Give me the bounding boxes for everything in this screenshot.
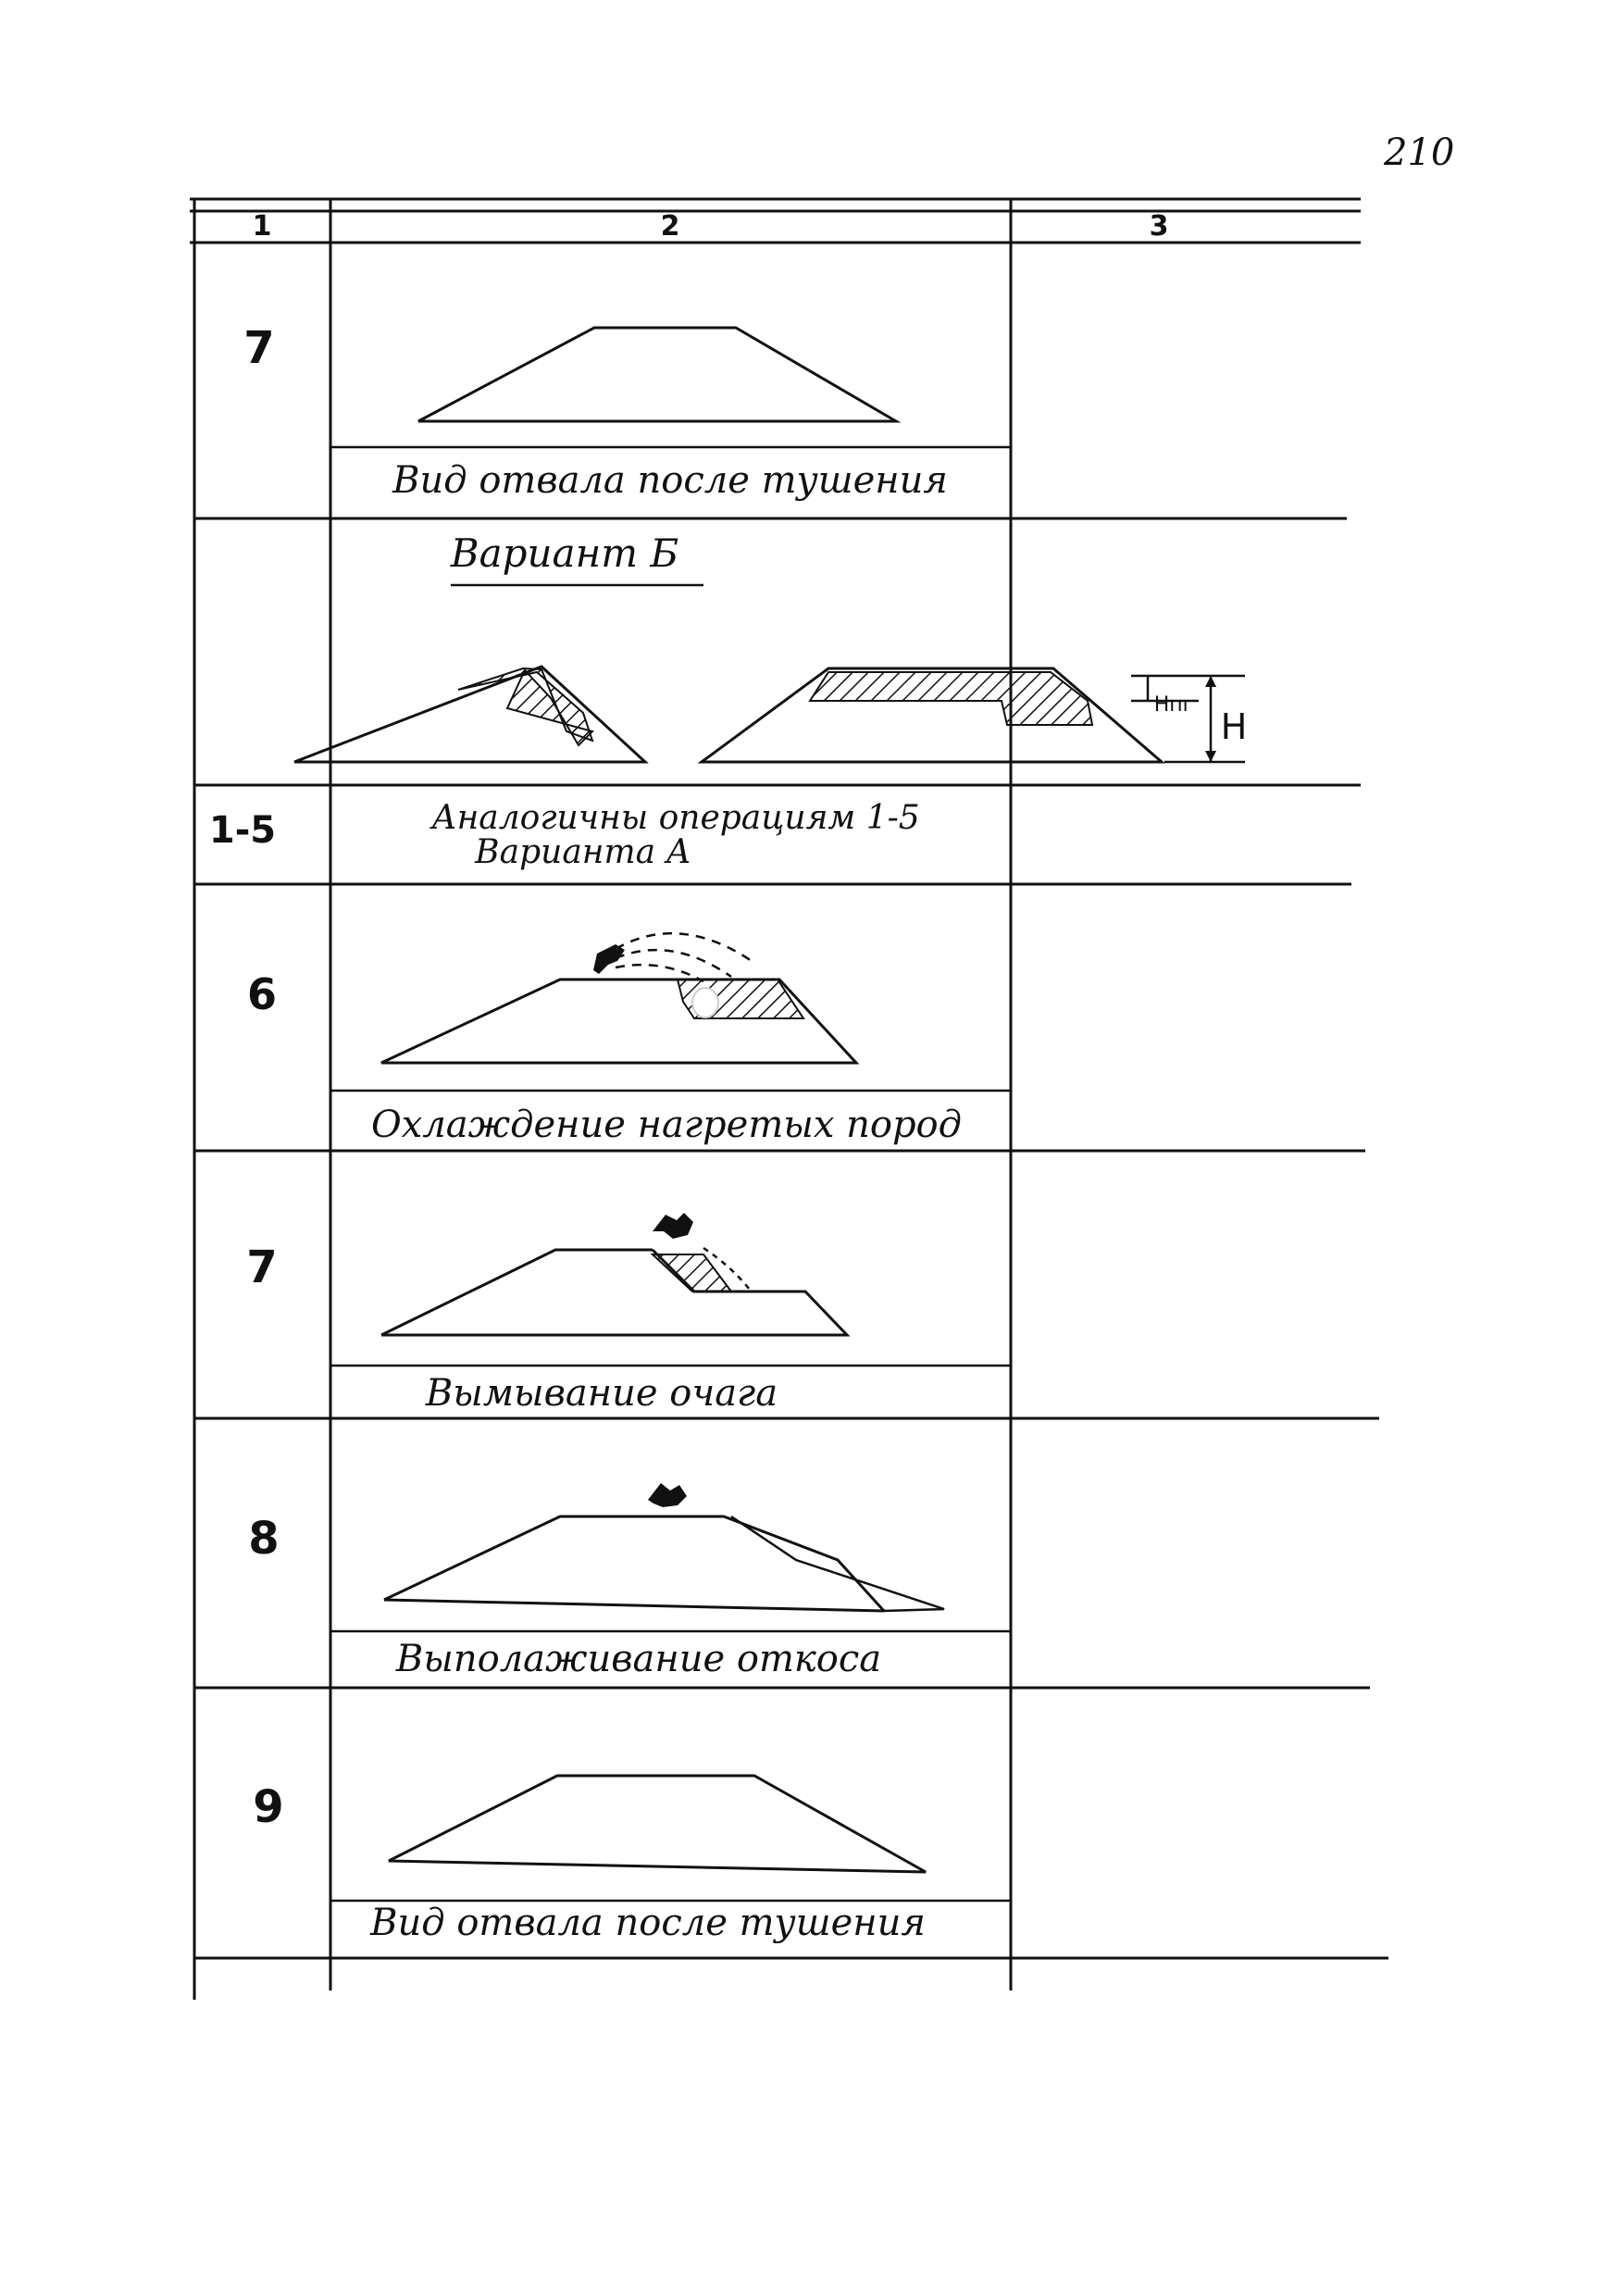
header-col-3: 3 — [1149, 210, 1169, 243]
row-caption: Выполаживание откоса — [395, 1638, 882, 1680]
row-caption: Вид отвала после тушения — [392, 459, 948, 502]
table-row — [253, 1776, 926, 1944]
table-row — [248, 1483, 944, 1680]
row-number: 7 — [246, 1242, 278, 1293]
table-row — [246, 1213, 847, 1415]
table-row — [247, 933, 962, 1146]
row-number: 9 — [253, 1781, 284, 1833]
dump-slope-flattening-drawing — [384, 1483, 944, 1611]
row-caption: Вымывание очага — [425, 1372, 778, 1415]
dump-profile-drawing — [418, 328, 896, 421]
row-number: 8 — [248, 1513, 280, 1565]
page-number: 210 — [1384, 131, 1455, 174]
header-col-1: 1 — [252, 210, 272, 243]
table-row — [243, 322, 948, 502]
row-caption: Охлаждение нагретых пород — [370, 1104, 963, 1146]
dump-profile-drawing — [389, 1776, 926, 1872]
row-caption: Вид отвала после тушения — [370, 1902, 926, 1944]
row-caption-line-2: Варианта А — [475, 833, 691, 871]
header-col-2: 2 — [660, 210, 680, 243]
dump-left-drawing — [294, 667, 645, 762]
dump-washout-drawing — [381, 1213, 847, 1335]
row-number: 6 — [246, 969, 278, 1019]
row-number: 7 — [243, 322, 275, 374]
height-label-small: Hпг — [1153, 693, 1194, 717]
row-caption: Аналогичны операциям 1-5 — [431, 799, 920, 837]
table-row — [294, 530, 1247, 762]
height-label-big: H — [1220, 706, 1248, 747]
table-row — [209, 799, 920, 871]
variant-title: Вариант Б — [450, 530, 679, 576]
dump-cooling-drawing — [381, 933, 856, 1063]
row-number: 1-5 — [208, 809, 277, 852]
